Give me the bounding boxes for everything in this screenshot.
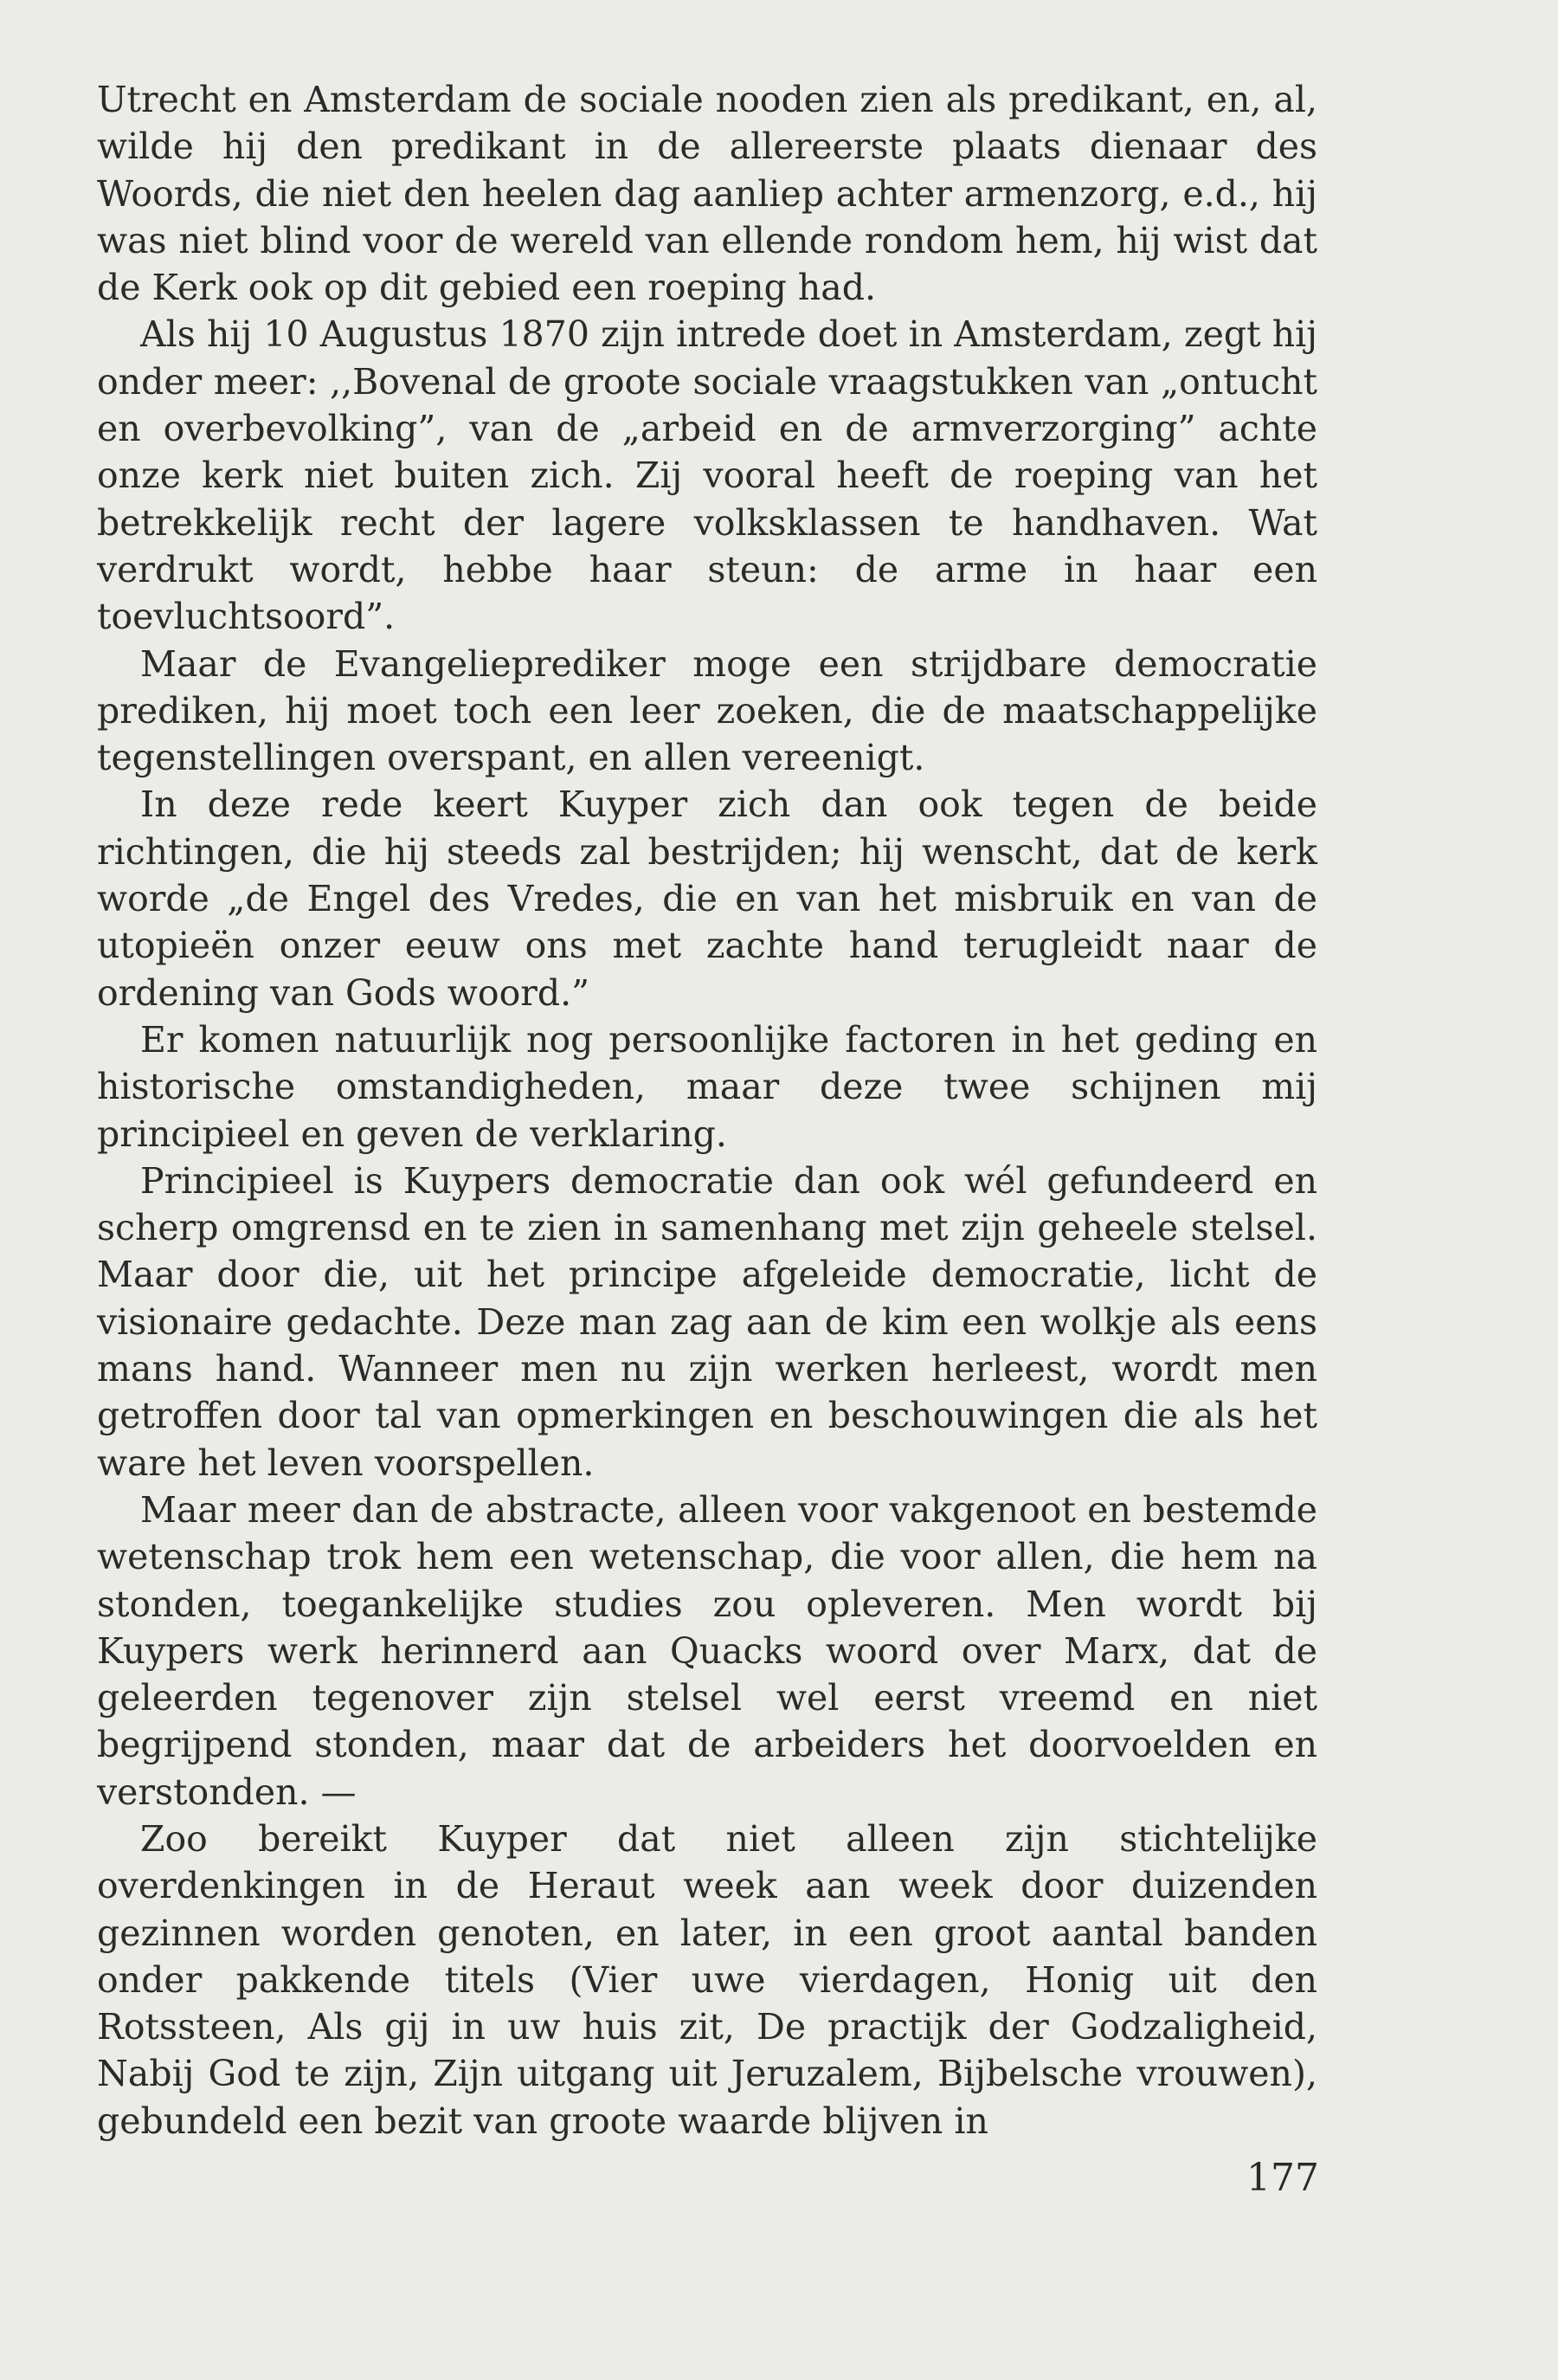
paragraph-1: Utrecht en Amsterdam de sociale nooden zien als predikant, en, al, wilde hij den predikant in de allereerste plaats dienaar des Woords, die niet den heelen dag aanliep achter armenzorg, e.d., hij was niet blind voor de wereld van ellende rondom hem, hij wist dat de Kerk ook op dit gebied een roeping had. [97,79,1317,309]
paragraph-4: In deze rede keert Kuyper zich dan ook tegen de beide richtingen, die hij steeds zal bestrijden; hij wenscht, dat de kerk worde „de Engel des Vredes, die en van het misbruik en van de utopieën onzer eeuw ons met zachte hand terugleidt naar de ordening van Gods woord.” [97,784,1317,1014]
paragraph-8: Zoo bereikt Kuyper dat niet alleen zijn stichtelijke overdenkingen in de Heraut week aan week door duizenden gezinnen worden genoten, en later, in een groot aantal banden onder pakkende titels (Vier uwe vierdagen, Honig uit den Rotssteen, Als gij in uw huis zit, De practijk der Godzaligheid, Nabij God te zijn, Zijn uitgang uit Jeruzalem, Bijbelsche vrouwen), gebundeld een bezit van groote waarde blijven in [97,1817,1317,2142]
paragraph-2: Als hij 10 Augustus 1870 zijn intrede doet in Amsterdam, zegt hij onder meer: ,,Bovenal de groote sociale vraagstukken van „ontucht en overbevolking”, van de „arbeid en de armverzorging” achte onze kerk niet buiten zich. Zij vooral heeft de roeping van het betrekkelijk recht der lagere volksklassen te handhaven. Wat verdrukt wordt, hebbe haar steun: de arme in haar een toevluchtsoord”. [97,313,1317,638]
paragraph-3: Maar de Evangelieprediker moge een strijdbare democratie prediken, hij moet toch een leer zoeken, die de maatschappelijke tegenstellingen overspant, en allen vereenigt. [97,642,1317,779]
paragraph-6: Principieel is Kuypers democratie dan ook wél gefundeerd en scherp omgrensd en te zien in samenhang met zijn geheele stelsel. Maar door die, uit het principe afgeleide democratie, licht de visionaire gedachte. Deze man zag aan de kim een wolkje als eens mans hand. Wanneer men nu zijn werken herleest, wordt men getroffen door tal van opmerkingen en beschouwingen die als het ware het leven voorspellen. [97,1159,1317,1484]
page-number: 177 [1246,2156,1319,2200]
paragraph-7: Maar meer dan de abstracte, alleen voor vakgenoot en bestemde wetenschap trok hem een wetenschap, die voor allen, die hem na stonden, toegankelijke studies zou opleveren. Men wordt bij Kuypers werk herinnerd aan Quacks woord over Marx, dat de geleerden tegenover zijn stelsel wel eerst vreemd en niet begrijpend stonden, maar dat de arbeiders het doorvoelden en verstonden. — [97,1488,1317,1813]
paragraph-5: Er komen natuurlijk nog persoonlijke factoren in het geding en historische omstandigheden, maar deze twee schijnen mij principieel en geven de verklaring. [97,1018,1317,1155]
body-text [97,76,1317,2145]
